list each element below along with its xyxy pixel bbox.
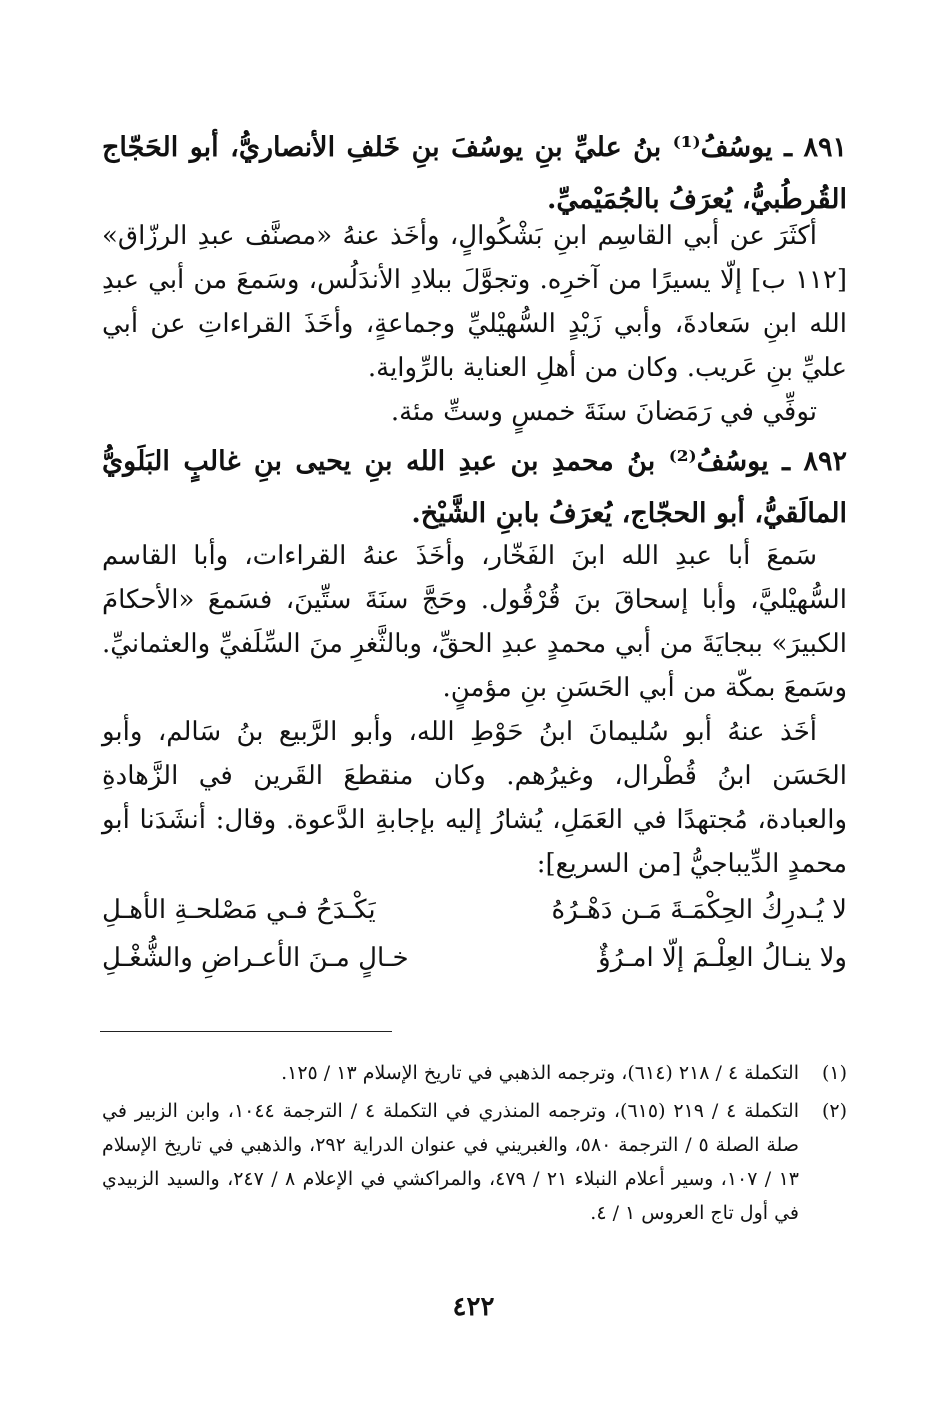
entry-891-heading: ٨٩١ ـ يوسُفُ⁽¹⁾ بنُ عليِّ بنِ يوسُفَ بنِ خَلفِ الأنصاريُّ، أبو الحَجّاج القُرطُبيُّ، يُعرَفُ بالجُمَيْميِّ. — [102, 132, 847, 215]
footnote — [102, 1094, 847, 1230]
verse-second-hemistich: خـالٍ مـنَ الأعـراضِ والشُّغْـلِ — [102, 943, 409, 973]
verse-first-hemistich: ولا ينـالُ العِلْـمَ إلّا امـرُؤٌ — [598, 943, 847, 973]
entry-892-paragraph-2: أخَذ عنهُ أبو سُليمانَ ابنُ حَوْطِ الله، وأبو الرَّبيع بنُ سَالم، وأبو الحَسَن ابنُ قُطْرال، وغيرُهم. وكان منقطعَ القَرين في الزَّهادةِ والعبادة، مُجتهدًا في العَمَلِ، يُشارُ إليه بإجابةِ الدَّعوة. وقال: أنشَدَنا أبو محمدٍ الدِّيباجيُّ [من السريع]: — [102, 717, 847, 879]
verse-first-hemistich: لا يُـدرِكُ الحِكْمَـةَ مَـن دَهْـرُهُ — [551, 895, 847, 925]
verse-line — [102, 936, 847, 980]
entry-891-paragraph-2: توفِّي في رَمَضانَ سنَةَ خمسٍ وستِّ مئة. — [390, 397, 817, 427]
page-number: ٤٢٢ — [452, 1292, 495, 1322]
entry-892-body — [102, 534, 847, 886]
footnote-text: التكملة ٤ / ٢١٨ (٦١٤)، وترجمه الذهبي في تاريخ الإسلام ١٣ / ١٢٥. — [281, 1062, 799, 1084]
footnote-number: (٢) — [821, 1100, 847, 1122]
footnote-number: (١) — [821, 1062, 847, 1084]
entry-891-body — [102, 214, 847, 434]
verse-line — [102, 888, 847, 932]
footnote-text: التكملة ٤ / ٢١٩ (٦١٥)، وترجمه المنذري في التكملة ٤ / الترجمة ١٠٤٤، وابن الزبير في صلة الصلة ٥ / الترجمة ٥٨٠، والغبريني في عنوان الدراية ٢٩٢، والذهبي في تاريخ الإسلام ١٣ / ١٠٧، وسير أعلام النبلاء ٢١ / ٤٧٩، والمراكشي في الإعلام ٨ / ٢٤٧، والسيد الزبيدي في أول تاج العروس ١ / ٤. — [102, 1100, 800, 1224]
entry-891-paragraph-1: أكثَرَ عن أبي القاسِم ابنِ بَشْكُوالٍ، وأخَذ عنهُ «مصنَّف عبدِ الرزّاق» [١١٢ ب] إلّا يسيرًا من آخرِه. وتجوَّلَ ببلادِ الأندَلُس، وسَمعَ من أبي عبدِ الله ابنِ سَعادةَ، وأبي زَيْدٍ السُّهيْليِّ وجماعةٍ، وأخَذَ القراءاتِ عن أبي عليِّ بنِ عَريب. وكان من أهلِ العناية بالرِّواية. — [102, 221, 847, 383]
footnote — [102, 1056, 847, 1090]
footnote-separator — [100, 1031, 392, 1032]
entry-892-heading: ٨٩٢ ـ يوسُفُ⁽²⁾ بنُ محمدِ بن عبدِ الله بنِ يحيى بنِ غالبٍ البَلَويُّ المالَقيُّ، أبو الحجّاج، يُعرَفُ بابنِ الشَّيْخ. — [102, 446, 847, 529]
entry-892-paragraph-1: سَمعَ أبا عبدِ الله ابنَ الفَخّار، وأخَذَ عنهُ القراءات، وأبا القاسم السُّهيْليَّ، وأبا إسحاقَ بنَ قُرْقُول. وحَجَّ سنَةَ ستِّينَ، فسَمعَ «الأحكامَ الكبيرَ» ببجايَةَ من أبي محمدٍ عبدِ الحقِّ، وبالثَّغرِ منَ السِّلَفيِّ والعثمانيِّ. وسَمعَ بمكّة من أبي الحَسَنِ بنِ مؤمنٍ. — [102, 541, 847, 703]
verse-second-hemistich: يَكْـدَحُ فـي مَصْلحـةِ الأهـلِ — [102, 895, 376, 925]
